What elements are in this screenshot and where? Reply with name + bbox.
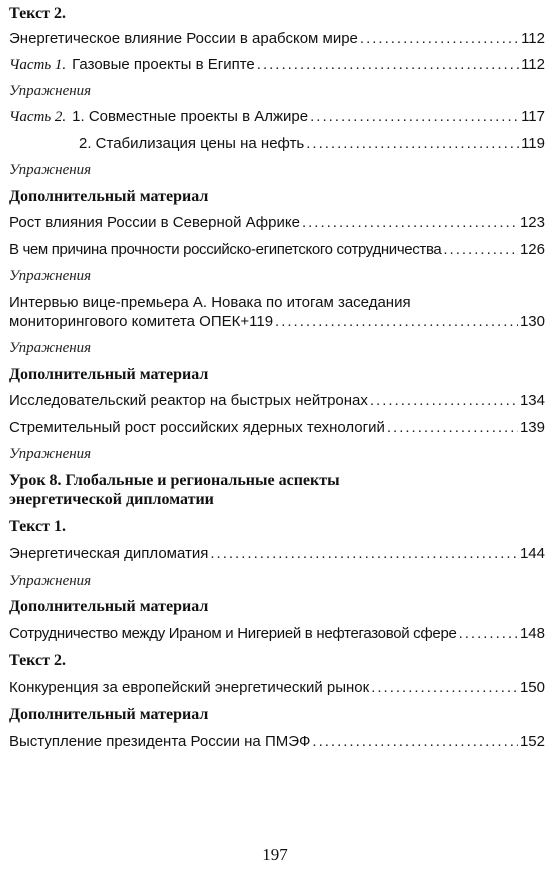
exercises-label: Упражнения	[9, 83, 92, 99]
toc-entry-page: 144	[519, 545, 545, 562]
additional-material-heading: Дополнительный материал	[9, 706, 209, 723]
toc-entry-page: 134	[519, 392, 545, 409]
toc-entry-title: мониторингового комитета ОПЕК+119	[9, 313, 274, 330]
toc-entry-page: 123	[519, 214, 545, 231]
toc-entry-title: Выступление президента России на ПМЭФ	[9, 733, 311, 750]
dot-leader	[443, 241, 518, 259]
dot-leader	[370, 392, 518, 410]
toc-entry-title: Стремительный рост российских ядерных технологий	[9, 419, 385, 436]
dot-leader	[275, 313, 518, 331]
toc-entry	[9, 625, 545, 643]
dot-leader	[306, 135, 519, 153]
toc-entry-title: Сотрудничество между Ираном и Нигерией в нефтегазовой сфере	[9, 625, 457, 642]
additional-material-heading: Дополнительный материал	[9, 188, 209, 205]
dot-leader	[310, 108, 519, 126]
toc-entry	[9, 313, 545, 331]
exercises-label: Упражнения	[9, 340, 92, 356]
toc-entry-page: 112	[521, 56, 545, 73]
toc-entry-page: 117	[521, 108, 545, 125]
toc-entry-page: 119	[521, 135, 545, 152]
page-number: 197	[262, 845, 288, 864]
toc-entry	[9, 545, 545, 563]
dot-leader	[312, 733, 518, 751]
toc-entry	[9, 214, 545, 232]
dot-leader	[387, 419, 518, 437]
lesson-heading-line2: энергетической дипломатии	[9, 491, 214, 508]
toc-entry-title: 2. Стабилизация цены на нефть	[79, 135, 305, 152]
toc-entry	[9, 135, 545, 153]
dot-leader	[360, 30, 519, 48]
toc-entry	[9, 733, 545, 751]
lesson-heading-line1: Урок 8. Глобальные и региональные аспекты	[9, 472, 340, 489]
toc-entry-page: 130	[519, 313, 545, 330]
dot-leader	[257, 56, 519, 74]
toc-entry	[9, 679, 545, 697]
exercises-label: Упражнения	[9, 268, 92, 284]
part-label: Часть 1.	[9, 57, 67, 73]
dot-leader	[210, 545, 518, 563]
toc-entry-page: 112	[521, 30, 545, 47]
additional-material-heading: Дополнительный материал	[9, 366, 209, 383]
toc-entry-page: 126	[519, 241, 545, 258]
dot-leader	[371, 679, 518, 697]
toc-entry-title: Рост влияния России в Северной Африке	[9, 214, 300, 231]
toc-entry-page: 150	[519, 679, 545, 696]
exercises-label: Упражнения	[9, 446, 92, 462]
toc-entry	[9, 392, 545, 410]
section-heading: Текст 2.	[9, 652, 66, 669]
toc-entry	[9, 108, 545, 126]
section-heading: Текст 2.	[9, 5, 66, 22]
toc-entry-page: 152	[519, 733, 545, 750]
dot-leader	[459, 625, 518, 643]
toc-entry-page: 148	[519, 625, 545, 642]
toc-entry-title: 1. Совместные проекты в Алжире	[72, 108, 309, 125]
toc-entry-line1: Интервью вице-премьера А. Новака по итогам заседания	[9, 294, 411, 311]
toc-entry-page: 139	[519, 419, 545, 436]
additional-material-heading: Дополнительный материал	[9, 598, 209, 615]
toc-entry-title: Газовые проекты в Египте	[72, 56, 255, 73]
part-label: Часть 2.	[9, 109, 67, 125]
exercises-label: Упражнения	[9, 162, 92, 178]
toc-entry-title: Исследовательский реактор на быстрых нейтронах	[9, 392, 368, 409]
section-heading: Текст 1.	[9, 518, 66, 535]
toc-entry-title: Конкуренция за европейский энергетический рынок	[9, 679, 370, 696]
toc-entry-title: Энергетическое влияние России в арабском мире	[9, 30, 358, 47]
toc-entry	[9, 241, 545, 259]
toc-entry-title: В чем причина прочности российско-египетского сотрудничества	[9, 241, 442, 258]
toc-entry	[9, 419, 545, 437]
toc-entry	[9, 56, 545, 74]
toc-entry	[9, 30, 545, 48]
dot-leader	[302, 214, 518, 232]
exercises-label: Упражнения	[9, 573, 92, 589]
toc-entry-title: Энергетическая дипломатия	[9, 545, 209, 562]
